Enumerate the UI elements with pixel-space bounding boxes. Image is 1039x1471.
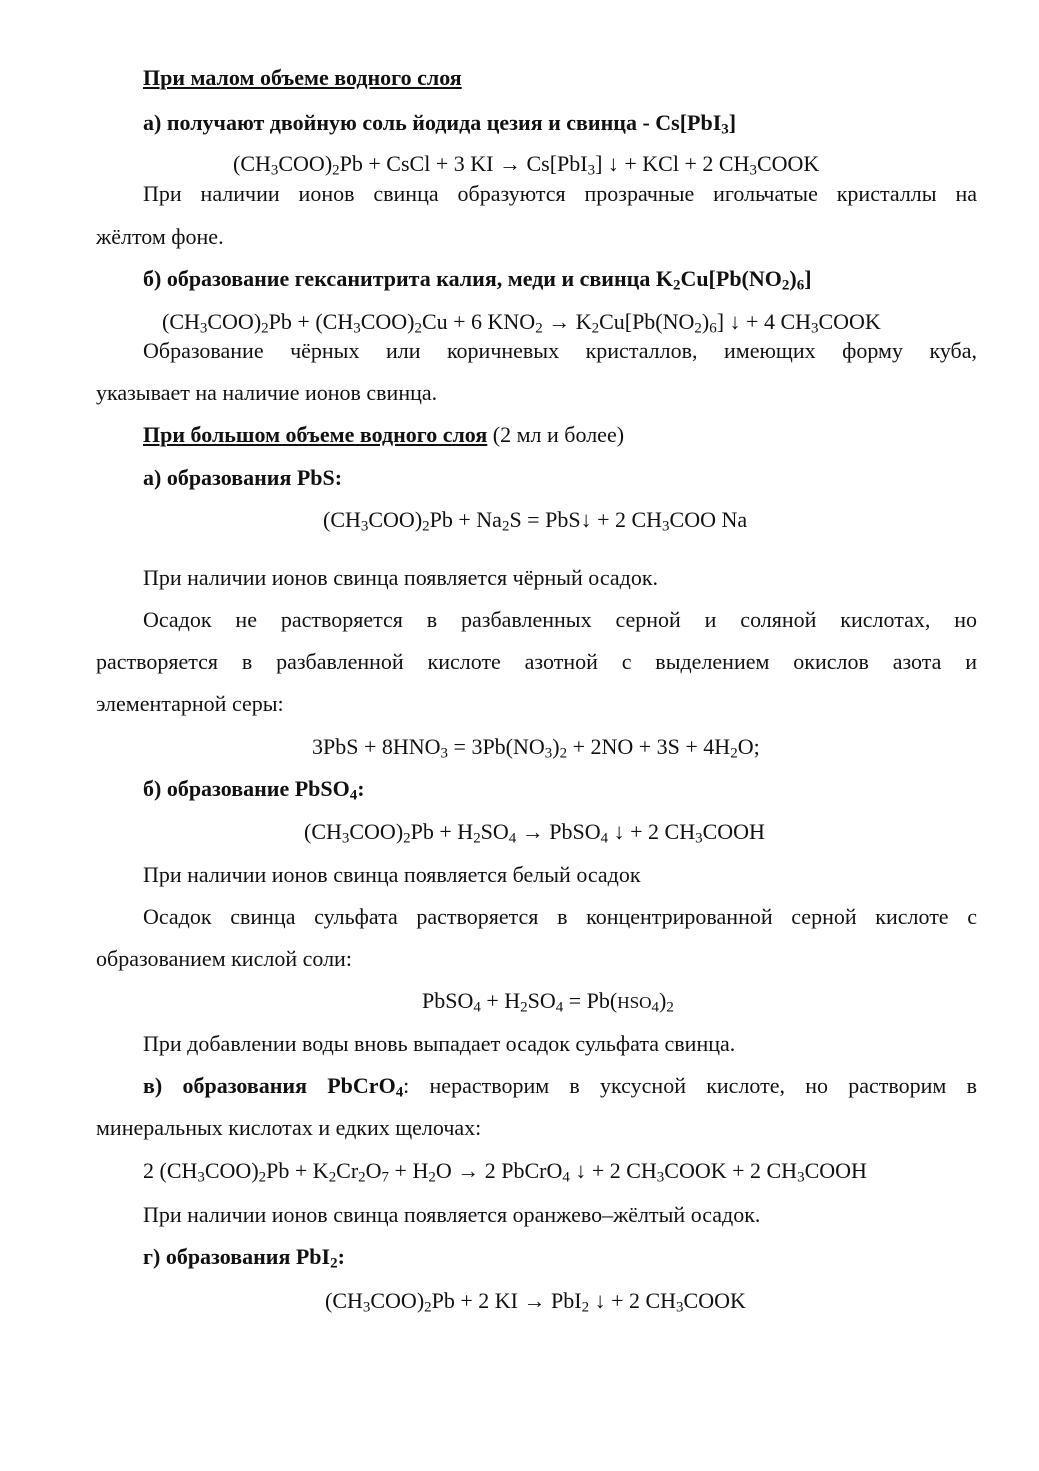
paragraph-pbs-result: При наличии ионов свинца появляется чёрный осадок.: [143, 565, 659, 590]
paragraph-pbcro4-result: При наличии ионов свинца появляется оранжево–жёлтый осадок.: [143, 1202, 761, 1227]
subheading-a-cs: а) получают двойную соль йодида цезия и свинца - Cs[PbI$_3$]: [143, 110, 737, 138]
equation-6: PbSO$_4$ + $H_2SO_4 = Pb(HSO_4)_2$: [422, 988, 674, 1016]
subheading-c-pbcro4-line2: минеральных кислотах и едких щелочах:: [96, 1115, 482, 1140]
subheading-c-pbcro4-line1: в) образования PbCrO$_4$: нерастворим в уксусной кислоте, но растворим в: [143, 1073, 977, 1101]
paragraph-a-line2: жёлтом фоне.: [96, 224, 224, 249]
paragraph-pbs-note-line2: растворяется в разбавленной кислоте азотной с выделением окислов азота и: [96, 649, 977, 674]
paragraph-a-line1: При наличии ионов свинца образуются прозрачные игольчатые кристаллы на: [143, 181, 977, 206]
section-heading-small-volume: При малом объеме водного слоя: [143, 65, 462, 90]
paragraph-pbs-note-line1: Осадок не растворяется в разбавленных серной и соляной кислотах, но: [143, 607, 977, 632]
paragraph-pbso4-result: При наличии ионов свинца появляется белый осадок: [143, 862, 641, 887]
paragraph-b-line1: Образование чёрных или коричневых кристаллов, имеющих форму куба,: [143, 338, 977, 363]
subheading-b-pbso4: б) образование PbSO$_4$:: [143, 776, 365, 804]
subheading-d-pbi2: г) образования PbI$_2$:: [143, 1244, 345, 1272]
equation-8: $(CH_3COO)_2Pb + 2$ KI → PbI$_2$ ↓ + 2 $CH_3COOK$: [325, 1288, 746, 1316]
paragraph-pbs-note-line3: элементарной серы:: [96, 691, 284, 716]
equation-3: $(CH_3COO)_2Pb + Na_2S$ = PbS↓ + 2 $CH_3COO$ Na: [323, 507, 748, 535]
equation-2: $(CH_3COO)_2Pb + (CH_3COO)_2Cu + 6$ $KNO_2 \to K_2Cu[Pb(NO_2)_6]$ ↓ + 4 $CH_3COOK$: [162, 309, 881, 337]
equation-7: 2 $(CH_3COO)_2Pb + K_2Cr_2O_7 + H_2O \to 2$ PbCrO$_4$ ↓ + 2 $CH_3COOK + 2$ $CH_3COOH$: [143, 1158, 867, 1186]
equation-4: $3PbS + 8HNO_3 = 3Pb(NO_3)_2 + 2NO + 3S + 4H_2O$;: [312, 734, 760, 762]
paragraph-pbso4-note-line1: Осадок свинца сульфата растворяется в концентрированной серной кислоте с: [143, 904, 977, 929]
subheading-b-hexanitrite: б) образование гексанитрита калия, меди и свинца $K_2Cu[Pb(NO_2)_6]$: [143, 266, 812, 294]
paragraph-b-line2: указывает на наличие ионов свинца.: [96, 380, 438, 405]
equation-1: $(CH_3COO)_2Pb$ + CsCl + 3 KI → Cs[PbI$_3$] ↓ + KCl + 2 $CH_3COOK$: [233, 151, 820, 179]
paragraph-pbso4-note-line2: образованием кислой соли:: [96, 946, 352, 971]
subheading-a-pbs: а) образования PbS:: [143, 465, 343, 490]
paragraph-pbso4-after: При добавлении воды вновь выпадает осадок сульфата свинца.: [143, 1031, 736, 1056]
section-heading-large-volume: При большом объеме водного слоя (2 мл и более): [143, 422, 625, 447]
equation-5: $(CH_3COO)_2Pb + H_2SO_4$ → PbSO$_4$ ↓ + 2 $CH_3COOH$: [304, 819, 765, 847]
